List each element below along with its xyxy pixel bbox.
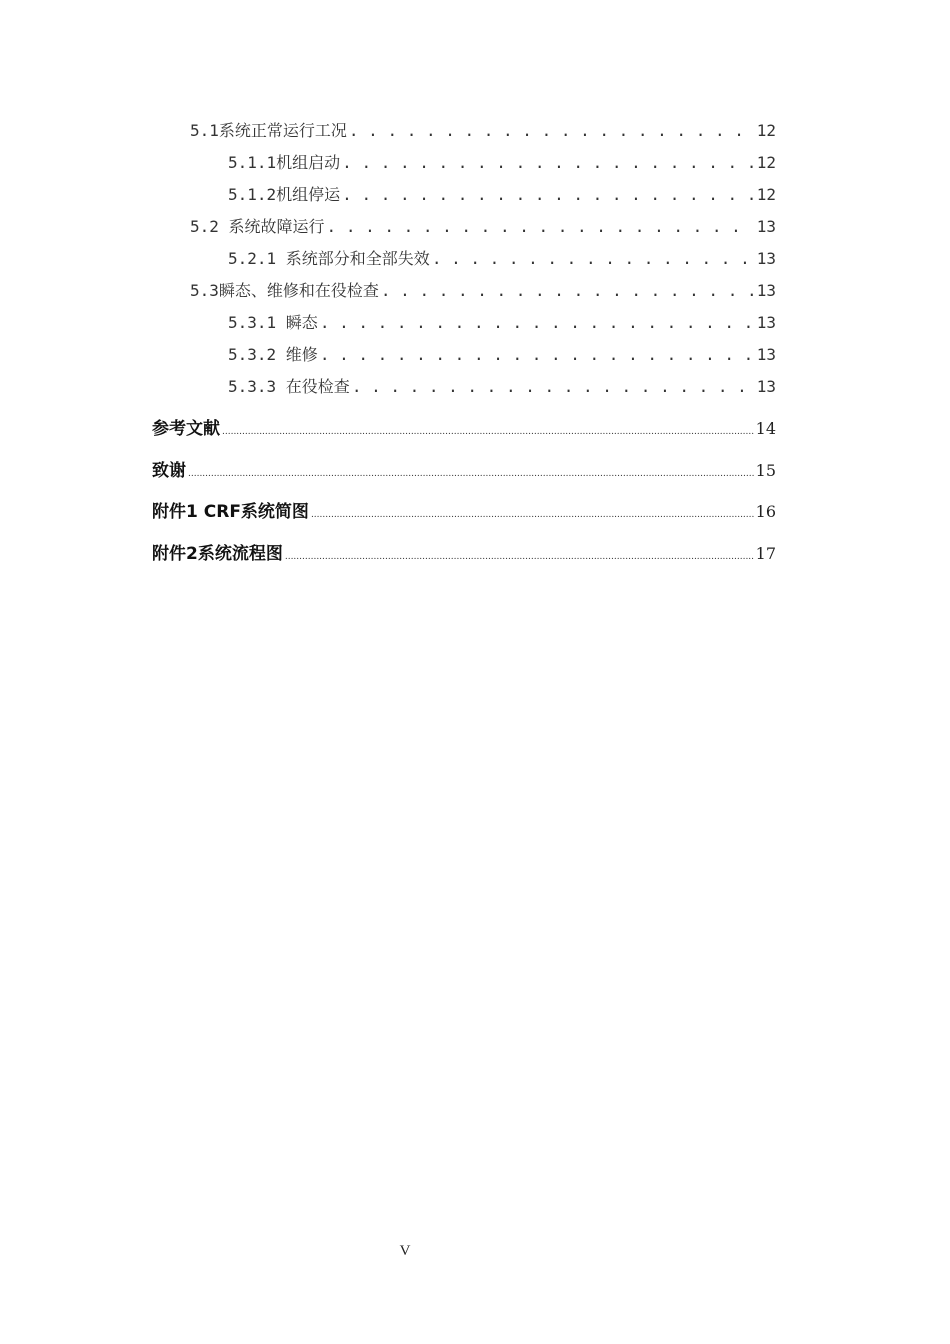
toc-entry-page: 14	[755, 419, 776, 438]
dot-leader	[222, 427, 754, 437]
toc-entry-label: 附件1 CRF系统简图	[152, 502, 309, 522]
toc-entry-acknowledgements[interactable]	[152, 456, 776, 480]
toc-entry-page: 15	[755, 461, 776, 480]
toc-entry-page: 13	[756, 345, 776, 364]
toc-entry-page: 13	[756, 217, 776, 236]
toc-entry-page: 12	[756, 153, 776, 172]
toc-entry-label: 5.2.1 系统部分和全部失效	[228, 249, 430, 268]
dot-leader	[342, 153, 754, 172]
dot-leader	[320, 345, 754, 364]
toc-entry-5-3-3[interactable]	[228, 374, 776, 398]
toc-entry-label: 5.1.1机组启动	[228, 153, 341, 172]
toc-entry-label: 5.1.2机组停运	[228, 185, 341, 204]
dot-leader	[342, 185, 754, 204]
toc-entry-5-2-1[interactable]	[228, 246, 776, 270]
toc-entry-page: 12	[756, 185, 776, 204]
toc-entry-5-3-2[interactable]	[228, 342, 776, 366]
dot-leader	[320, 313, 754, 332]
toc-entry-label: 5.1系统正常运行工况	[190, 121, 347, 140]
toc-entry-page: 13	[756, 313, 776, 332]
dot-leader	[285, 552, 754, 562]
toc-entry-label: 5.3瞬态、维修和在役检查	[190, 281, 379, 300]
dot-leader	[349, 121, 754, 140]
toc-entry-label: 附件2系统流程图	[152, 544, 283, 564]
toc-entry-5-2[interactable]	[190, 214, 776, 238]
toc-entry-appendix-1[interactable]	[152, 497, 776, 521]
toc-entry-page: 12	[756, 121, 776, 140]
toc-entry-references[interactable]	[152, 414, 776, 438]
toc-entry-page: 13	[756, 281, 776, 300]
toc-entry-label: 5.3.2 维修	[228, 345, 318, 364]
toc-entry-label: 5.3.1 瞬态	[228, 313, 318, 332]
toc-entry-label: 5.3.3 在役检查	[228, 377, 350, 396]
toc-entry-label: 致谢	[152, 461, 186, 481]
dot-leader	[432, 249, 754, 268]
toc-entry-5-3-1[interactable]	[228, 310, 776, 334]
toc-entry-5-3[interactable]	[190, 278, 776, 302]
dot-leader	[311, 510, 754, 520]
dot-leader	[352, 377, 754, 396]
toc-entry-page: 13	[756, 377, 776, 396]
toc-entry-5-1-2[interactable]	[228, 182, 776, 206]
toc-entry-5-1-1[interactable]	[228, 150, 776, 174]
toc-entry-5-1[interactable]	[190, 118, 776, 142]
toc-entry-page: 13	[756, 249, 776, 268]
dot-leader	[327, 217, 754, 236]
toc-entry-label: 参考文献	[152, 419, 220, 439]
toc-entry-page: 17	[755, 544, 776, 563]
toc-entry-label: 5.2 系统故障运行	[190, 217, 325, 236]
dot-leader	[381, 281, 754, 300]
toc-entry-appendix-2[interactable]	[152, 539, 776, 563]
toc-entry-page: 16	[755, 502, 776, 521]
page-number: V	[399, 1243, 411, 1259]
dot-leader	[188, 469, 754, 479]
